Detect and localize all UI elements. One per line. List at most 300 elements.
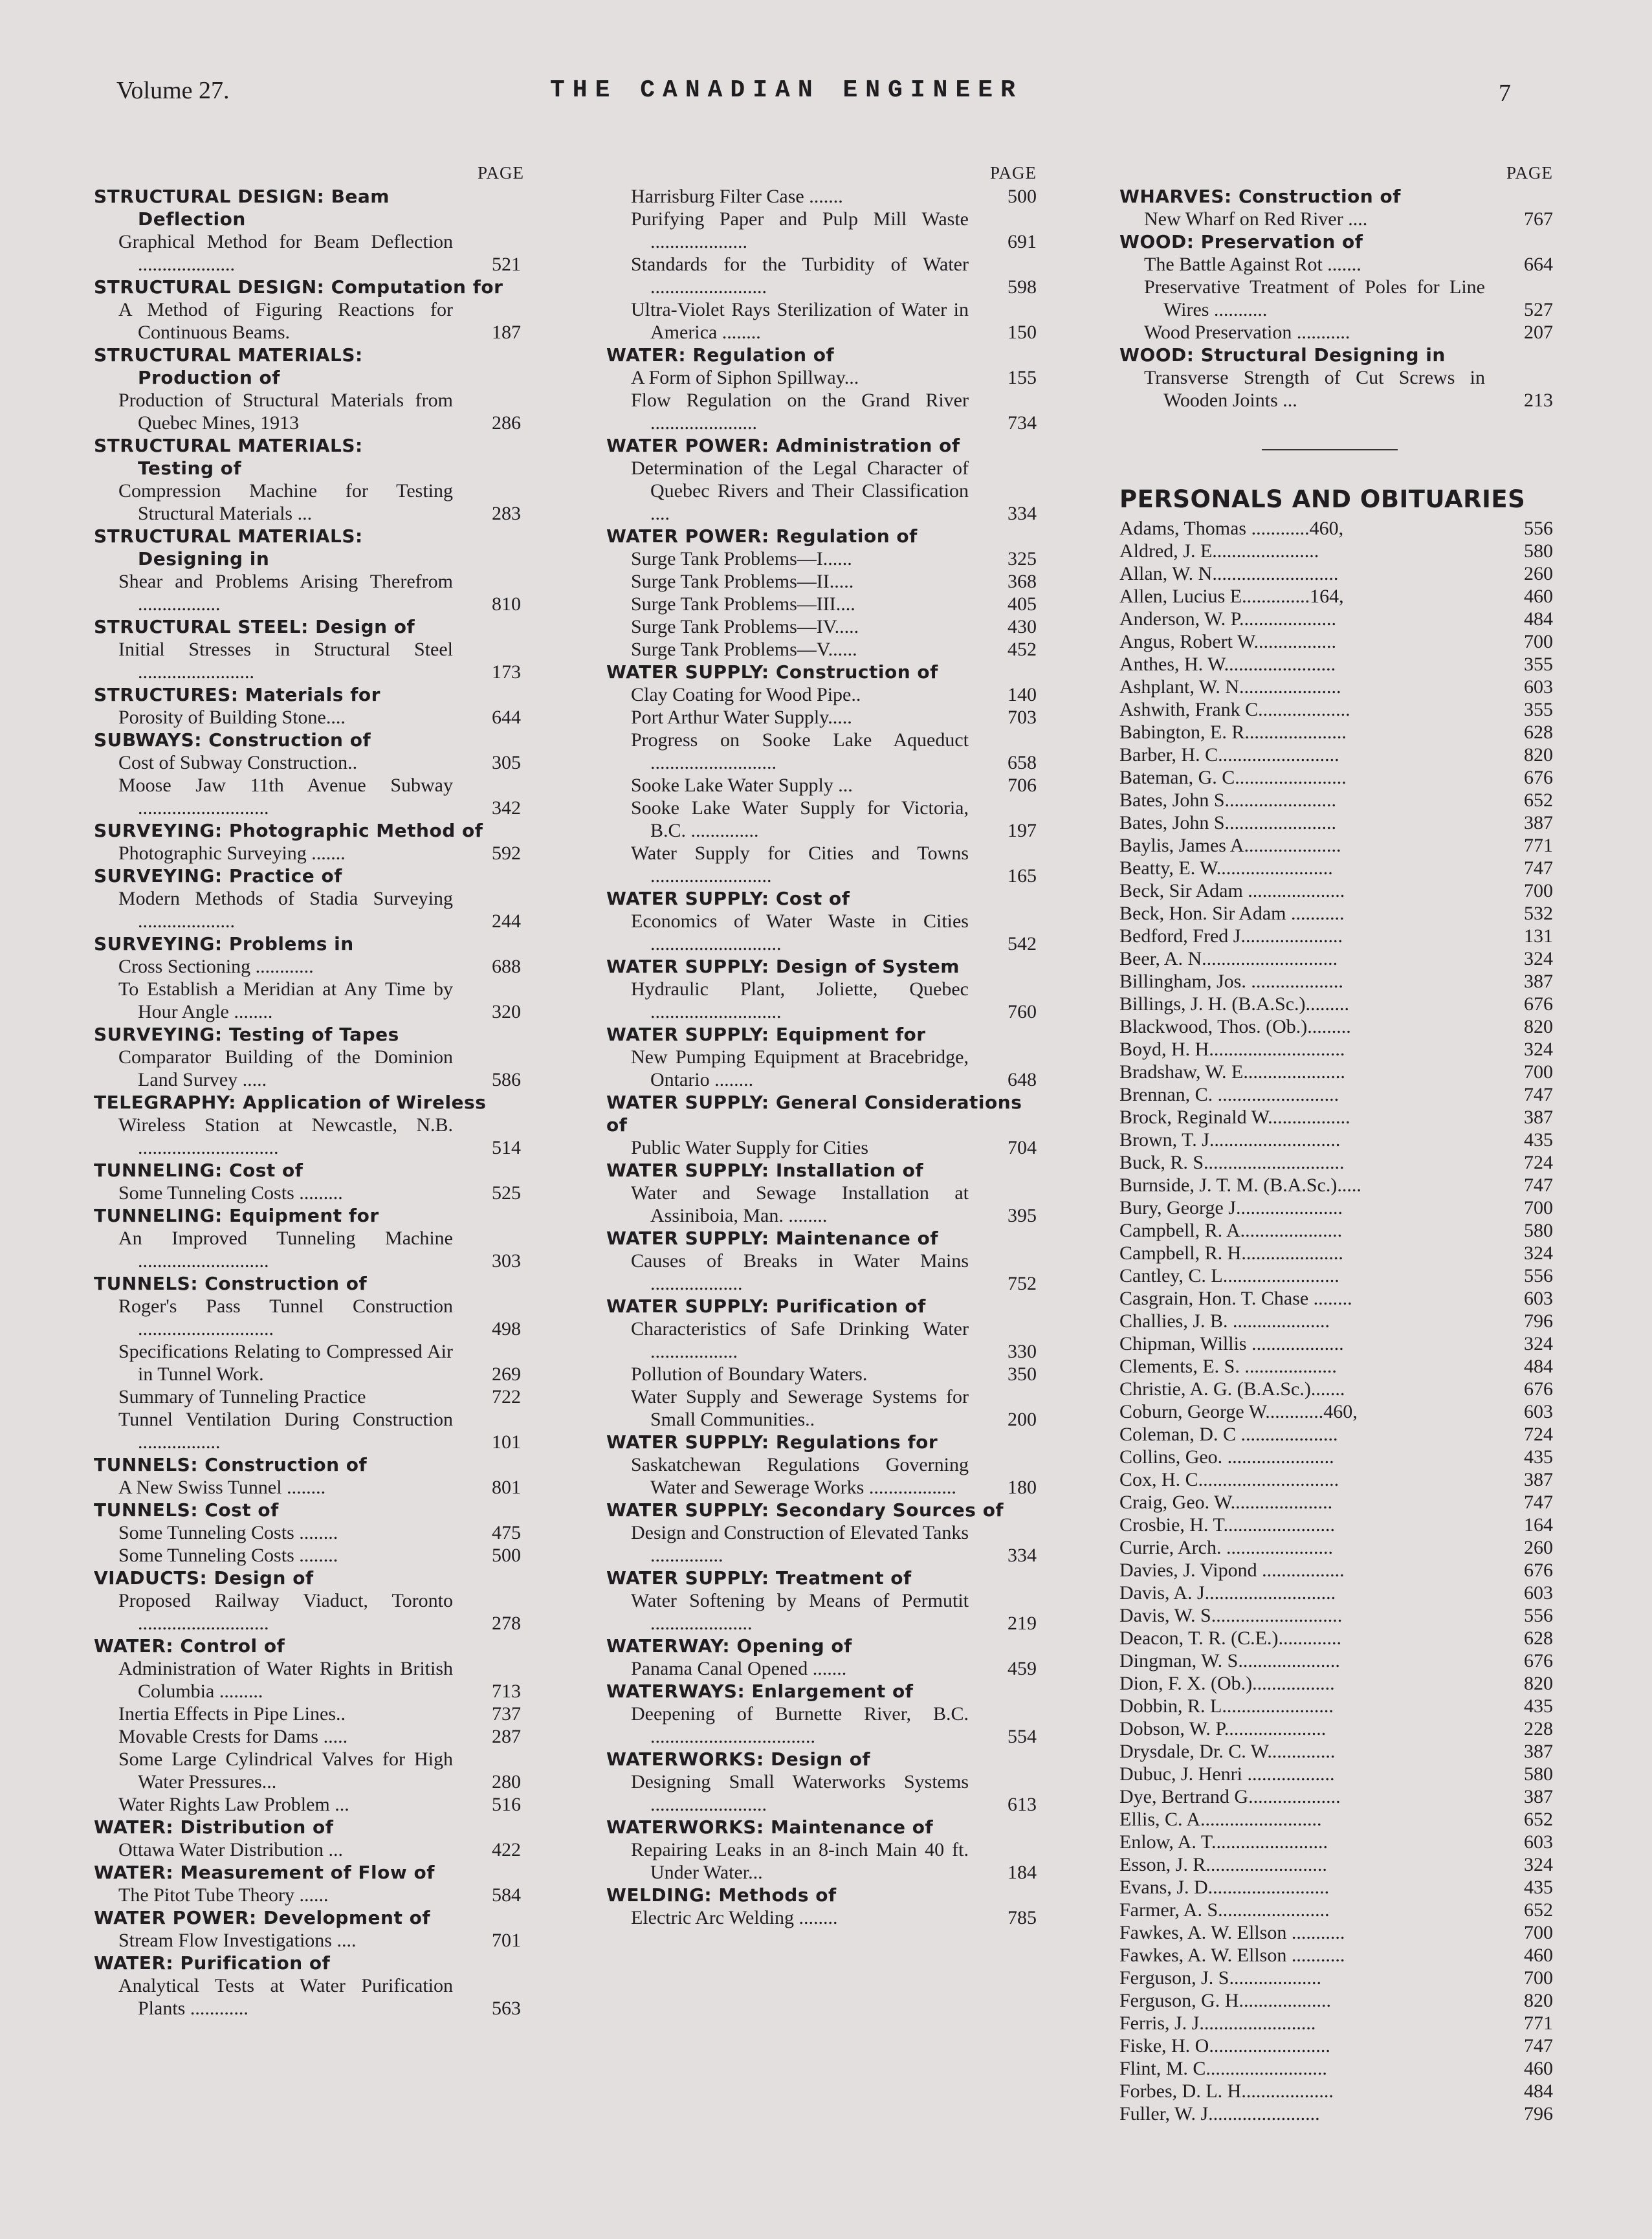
index-entry <box>606 1295 1037 1431</box>
item-page: 405 <box>1008 593 1037 615</box>
item-page: 330 <box>1008 1341 1037 1362</box>
item-page: 475 <box>492 1522 521 1543</box>
entry-heading <box>94 1272 521 1295</box>
entry-item <box>94 842 521 865</box>
entry-item <box>606 729 1037 774</box>
heading-text: STRUCTURAL DESIGN: Beam <box>94 186 390 207</box>
index-entry <box>94 1861 521 1906</box>
personal-row <box>1119 1514 1553 1536</box>
entry-heading <box>1119 185 1553 208</box>
heading-text: STRUCTURAL MATERIALS: <box>94 435 363 456</box>
index-entry <box>606 661 1037 887</box>
item-page: 664 <box>1524 254 1553 275</box>
entry-heading <box>94 1204 521 1227</box>
heading-text: WATER: Purification of <box>94 1952 331 1974</box>
person-page: 747 <box>1524 857 1553 879</box>
person-page: 324 <box>1524 1333 1553 1354</box>
entry-item <box>606 1657 1037 1680</box>
item-page: 286 <box>492 412 521 434</box>
item-page: 165 <box>1008 865 1037 887</box>
person-name: Dubuc, J. Henri .................. <box>1119 1763 1335 1785</box>
entry-heading <box>94 932 521 955</box>
heading-text: SURVEYING: Photographic Method of <box>94 820 483 841</box>
entry-item <box>94 1295 521 1340</box>
item-title: Saskatchewan Regulations Governing Water and Sewerage Works .................. <box>631 1454 969 1498</box>
entry-item <box>1119 208 1553 230</box>
person-name: Dobbin, R. L....................... <box>1119 1695 1334 1717</box>
section-title: PERSONALS AND OBITUARIES <box>1119 485 1526 513</box>
entry-item <box>606 1703 1037 1748</box>
page-column-label: PAGE <box>477 163 524 182</box>
item-title: Economics of Water Waste in Cities ........................... <box>631 910 969 954</box>
personal-row <box>1119 2035 1553 2057</box>
item-title: Administration of Water Rights in British Columbia ......... <box>118 1658 453 1702</box>
index-entry <box>94 683 521 729</box>
item-title: Specifications Relating to Compressed Air in Tunnel Work. <box>118 1341 453 1385</box>
item-title: A Method of Figuring Reactions for Continuous Beams. <box>118 299 453 343</box>
entry-heading <box>94 1159 521 1182</box>
entry-item <box>606 1136 1037 1159</box>
item-page: 734 <box>1008 412 1037 434</box>
item-title: Graphical Method for Beam Deflection .................... <box>118 231 453 275</box>
item-title: Water Softening by Means of Permutit ..................... <box>631 1590 969 1634</box>
person-page: 676 <box>1524 1560 1553 1581</box>
person-name: Beck, Sir Adam .................... <box>1119 880 1345 901</box>
index-entry <box>606 434 1037 525</box>
item-page: 140 <box>1008 684 1037 705</box>
entry-item <box>606 910 1037 955</box>
item-title: Water and Sewage Installation at Assiniboia, Man. ........ <box>631 1182 969 1226</box>
entry-heading <box>606 955 1037 978</box>
person-page: 460 <box>1524 2058 1553 2079</box>
person-page: 556 <box>1524 1605 1553 1626</box>
item-title: Inertia Effects in Pipe Lines.. <box>118 1703 346 1725</box>
entry-item <box>94 1521 521 1544</box>
entry-heading <box>606 1680 1037 1703</box>
item-title: Proposed Railway Viaduct, Toronto ........................... <box>118 1590 453 1634</box>
index-entry <box>94 1952 521 2020</box>
item-page: 752 <box>1008 1273 1037 1294</box>
index-entry <box>606 1816 1037 1884</box>
personal-row <box>1119 1332 1553 1355</box>
item-title: Wireless Station at Newcastle, N.B. ............................. <box>118 1114 453 1158</box>
entry-heading <box>94 185 521 230</box>
entry-heading <box>606 887 1037 910</box>
entry-item <box>606 615 1037 638</box>
entry-item <box>94 1114 521 1159</box>
item-title: Stream Flow Investigations .... <box>118 1930 357 1951</box>
person-name: Brown, T. J........................... <box>1119 1129 1341 1151</box>
personal-row <box>1119 562 1553 585</box>
item-page: 500 <box>1008 186 1037 207</box>
entry-item <box>94 978 521 1023</box>
heading-text: WATER: Distribution of <box>94 1816 334 1838</box>
entry-item <box>1119 276 1553 321</box>
person-page: 435 <box>1524 1877 1553 1898</box>
item-page: 150 <box>1008 322 1037 343</box>
entry-item <box>94 389 521 434</box>
entry-heading <box>94 729 521 751</box>
person-page: 387 <box>1524 1107 1553 1128</box>
item-page: 197 <box>1008 820 1037 841</box>
index-entry <box>606 1227 1037 1295</box>
person-name: Blackwood, Thos. (Ob.)......... <box>1119 1016 1351 1037</box>
person-page: 820 <box>1524 1016 1553 1037</box>
entry-heading <box>94 1635 521 1657</box>
entry-item <box>1119 321 1553 344</box>
person-page: 355 <box>1524 699 1553 720</box>
index-entry <box>1119 344 1553 412</box>
person-page: 652 <box>1524 1809 1553 1830</box>
item-page: 283 <box>492 503 521 524</box>
item-title: Summary of Tunneling Practice <box>118 1386 366 1407</box>
person-page: 164 <box>1524 1514 1553 1536</box>
person-page: 628 <box>1524 1627 1553 1649</box>
entry-item <box>606 638 1037 661</box>
index-entry <box>94 819 521 865</box>
person-name: Buck, R. S............................. <box>1119 1152 1345 1173</box>
item-page: 514 <box>492 1137 521 1158</box>
heading-text: TUNNELING: Equipment for <box>94 1205 379 1226</box>
entry-heading <box>94 1816 521 1838</box>
entry-item <box>606 366 1037 389</box>
index-entry <box>94 1816 521 1861</box>
entry-item <box>94 774 521 819</box>
item-title: Electric Arc Welding ........ <box>631 1907 838 1928</box>
person-name: Ashwith, Frank C................... <box>1119 699 1350 720</box>
index-entry <box>94 1159 521 1204</box>
item-title: Some Large Cylindrical Valves for High Water Pressures... <box>118 1748 453 1792</box>
person-name: Christie, A. G. (B.A.Sc.)....... <box>1119 1378 1345 1400</box>
index-entry <box>606 1748 1037 1816</box>
index-entry <box>606 1159 1037 1227</box>
item-title: New Pumping Equipment at Bracebridge, Ontario ........ <box>631 1046 969 1090</box>
person-name: Dingman, W. S..................... <box>1119 1650 1340 1671</box>
person-page: 652 <box>1524 1899 1553 1921</box>
person-page: 700 <box>1524 631 1553 652</box>
item-page: 737 <box>492 1703 521 1725</box>
person-page: 676 <box>1524 1378 1553 1400</box>
item-page: 785 <box>1008 1907 1037 1928</box>
item-title: Pollution of Boundary Waters. <box>631 1363 868 1385</box>
personal-row <box>1119 1287 1553 1310</box>
person-name: Currie, Arch. ...................... <box>1119 1537 1333 1558</box>
item-title: Ultra-Violet Rays Sterilization of Water in America ........ <box>631 299 969 343</box>
personal-row <box>1119 1808 1553 1831</box>
personal-row <box>1119 789 1553 811</box>
personals-list <box>1119 517 1553 2125</box>
entry-item <box>606 1589 1037 1635</box>
page-column-label: PAGE <box>1506 163 1553 182</box>
personal-row <box>1119 1491 1553 1514</box>
person-page: 700 <box>1524 1197 1553 1219</box>
heading-text: WATER SUPPLY: Installation of <box>606 1160 924 1181</box>
person-name: Brennan, C. ......................... <box>1119 1084 1339 1105</box>
index-entry <box>94 729 521 819</box>
person-page: 460 <box>1524 586 1553 607</box>
item-title: Flow Regulation on the Grand River ...................... <box>631 390 969 434</box>
person-page: 556 <box>1524 1265 1553 1286</box>
personal-row <box>1119 540 1553 562</box>
heading-text: WATER: Measurement of Flow of <box>94 1862 435 1883</box>
item-title: Hydraulic Plant, Joliette, Quebec ........................... <box>631 978 969 1022</box>
person-name: Davis, A. J........................... <box>1119 1582 1336 1604</box>
person-page: 676 <box>1524 993 1553 1015</box>
entry-item <box>606 253 1037 298</box>
personal-row <box>1119 879 1553 902</box>
entry-item <box>94 1884 521 1906</box>
item-page: 459 <box>1008 1658 1037 1679</box>
person-name: Bates, John S....................... <box>1119 812 1337 833</box>
heading-subtext: Designing in <box>138 548 270 569</box>
entry-item <box>94 955 521 978</box>
item-title: Surge Tank Problems—I...... <box>631 548 852 569</box>
personal-row <box>1119 1446 1553 1468</box>
entry-heading <box>94 1906 521 1929</box>
personal-row <box>1119 1695 1553 1717</box>
person-name: Brock, Reginald W................. <box>1119 1107 1350 1128</box>
personal-row <box>1119 2102 1553 2125</box>
item-page: 525 <box>492 1182 521 1204</box>
person-name: Clements, E. S. ................... <box>1119 1356 1337 1377</box>
item-page: 184 <box>1008 1862 1037 1883</box>
person-name: Flint, M. C......................... <box>1119 2058 1327 2079</box>
item-title: A New Swiss Tunnel ........ <box>118 1477 326 1498</box>
entry-item <box>606 389 1037 434</box>
personal-row <box>1119 653 1553 676</box>
item-title: Tunnel Ventilation During Construction ................. <box>118 1409 453 1453</box>
entry-item <box>94 1227 521 1272</box>
item-title: Cross Sectioning ............ <box>118 956 314 977</box>
person-name: Campbell, R. H..................... <box>1119 1242 1343 1264</box>
person-page: 484 <box>1524 1356 1553 1377</box>
heading-text: WATER SUPPLY: Equipment for <box>606 1024 926 1045</box>
personal-row <box>1119 1989 1553 2012</box>
entry-heading <box>606 1748 1037 1770</box>
heading-subtext: Testing of <box>138 458 242 479</box>
entry-item <box>606 1838 1037 1884</box>
personal-row <box>1119 1582 1553 1604</box>
personal-row <box>1119 1468 1553 1491</box>
person-page: 747 <box>1524 1175 1553 1196</box>
entry-item <box>94 1408 521 1453</box>
heading-text: WATER SUPPLY: Purification of <box>606 1296 926 1317</box>
item-page: 584 <box>492 1884 521 1906</box>
entry-item <box>94 1340 521 1385</box>
item-page: 173 <box>492 661 521 683</box>
item-title: Shear and Problems Arising Therefrom ................. <box>118 571 453 615</box>
item-title: Production of Structural Materials from Quebec Mines, 1913 <box>118 390 453 434</box>
item-title: Wood Preservation ........... <box>1144 322 1350 343</box>
entry-item <box>606 706 1037 729</box>
entry-item <box>606 1182 1037 1227</box>
item-page: 713 <box>492 1681 521 1702</box>
heading-subtext: Production of <box>138 367 280 388</box>
item-title: Roger's Pass Tunnel Construction ............................ <box>118 1296 453 1340</box>
person-name: Bates, John S....................... <box>1119 789 1337 811</box>
personal-row <box>1119 2057 1553 2080</box>
person-name: Bradshaw, W. E..................... <box>1119 1061 1345 1083</box>
person-name: Dye, Bertrand G................... <box>1119 1786 1341 1807</box>
item-page: 422 <box>492 1839 521 1860</box>
heading-text: WATER SUPPLY: Cost of <box>606 888 850 909</box>
item-page: 516 <box>492 1794 521 1815</box>
entry-item <box>94 1838 521 1861</box>
item-page: 180 <box>1008 1477 1037 1498</box>
personal-row <box>1119 2080 1553 2102</box>
person-page: 580 <box>1524 1220 1553 1241</box>
item-title: Determination of the Legal Character of Quebec Rivers and Their Classification .... <box>631 458 969 524</box>
entry-item <box>606 1385 1037 1431</box>
heading-text: STRUCTURES: Materials for <box>94 684 380 705</box>
item-title: The Pitot Tube Theory ...... <box>118 1884 329 1906</box>
item-page: 207 <box>1524 322 1553 343</box>
entry-heading <box>94 1023 521 1046</box>
person-page: 387 <box>1524 812 1553 833</box>
item-title: Movable Crests for Dams ..... <box>118 1726 348 1747</box>
person-name: Ashplant, W. N..................... <box>1119 676 1341 698</box>
item-title: An Improved Tunneling Machine ........................... <box>118 1228 453 1272</box>
personal-row <box>1119 1015 1553 1038</box>
personal-row <box>1119 1627 1553 1649</box>
person-page: 603 <box>1524 1288 1553 1309</box>
entry-heading <box>94 276 521 298</box>
item-page: 801 <box>492 1477 521 1498</box>
person-page: 700 <box>1524 1061 1553 1083</box>
personal-row <box>1119 1604 1553 1627</box>
person-name: Cantley, C. L........................ <box>1119 1265 1339 1286</box>
index-entry <box>606 1499 1037 1567</box>
index-column-3 <box>1119 162 1553 2125</box>
index-entry <box>94 1453 521 1499</box>
person-page: 747 <box>1524 1084 1553 1105</box>
entry-item <box>606 1250 1037 1295</box>
item-page: 219 <box>1008 1613 1037 1634</box>
heading-text: WATERWORKS: Design of <box>606 1748 871 1770</box>
item-title: Some Tunneling Costs ........ <box>118 1522 338 1543</box>
personal-row <box>1119 1378 1553 1400</box>
entry-item <box>606 1521 1037 1567</box>
heading-text: WHARVES: Construction of <box>1119 186 1401 207</box>
personal-row <box>1119 1717 1553 1740</box>
personal-row <box>1119 1264 1553 1287</box>
entry-heading <box>94 1861 521 1884</box>
person-page: 324 <box>1524 948 1553 969</box>
heading-text: SURVEYING: Practice of <box>94 865 342 887</box>
entry-item <box>94 230 521 276</box>
personal-row <box>1119 1831 1553 1853</box>
item-title: Some Tunneling Costs ........ <box>118 1545 338 1566</box>
item-page: 521 <box>492 254 521 275</box>
entry-item <box>1119 366 1553 412</box>
item-title: Cost of Subway Construction.. <box>118 752 358 773</box>
item-title: Moose Jaw 11th Avenue Subway ........................... <box>118 775 453 819</box>
item-page: 810 <box>492 593 521 615</box>
index-entry <box>94 1023 521 1091</box>
entry-heading <box>94 344 521 389</box>
person-page: 603 <box>1524 676 1553 698</box>
index-entry <box>606 887 1037 955</box>
heading-text: STRUCTURAL MATERIALS: <box>94 344 363 366</box>
entry-item <box>606 1770 1037 1816</box>
personal-row <box>1119 1038 1553 1061</box>
entry-item <box>94 638 521 683</box>
entry-item <box>94 1589 521 1635</box>
person-page: 676 <box>1524 767 1553 788</box>
person-page: 820 <box>1524 1673 1553 1694</box>
item-title: Surge Tank Problems—II..... <box>631 571 854 592</box>
item-page: 688 <box>492 956 521 977</box>
page-number: 7 <box>1499 80 1511 107</box>
index-entry <box>94 434 521 525</box>
heading-text: SUBWAYS: Construction of <box>94 729 371 751</box>
index-entry <box>606 344 1037 434</box>
entry-item <box>94 1748 521 1793</box>
item-title: To Establish a Meridian at Any Time by Hour Angle ........ <box>118 978 453 1022</box>
item-title: Progress on Sooke Lake Aqueduct .......................... <box>631 729 969 773</box>
page-column-label: PAGE <box>989 163 1037 182</box>
entry-heading <box>606 1091 1037 1136</box>
heading-text: TELEGRAPHY: Application of Wireless <box>94 1092 487 1113</box>
personal-row <box>1119 721 1553 744</box>
person-name: Anthes, H. W....................... <box>1119 654 1336 675</box>
entry-item <box>606 185 1037 208</box>
person-page: 820 <box>1524 744 1553 766</box>
entry-item <box>94 1476 521 1499</box>
person-name: Bateman, G. C....................... <box>1119 767 1347 788</box>
person-page: 771 <box>1524 835 1553 856</box>
index-entry <box>94 525 521 615</box>
item-title: Characteristics of Safe Drinking Water .................. <box>631 1318 969 1362</box>
index-entry <box>606 1567 1037 1635</box>
item-page: 213 <box>1524 390 1553 411</box>
journal-title: THE CANADIAN ENGINEER <box>550 76 1023 104</box>
item-title: Surge Tank Problems—V...... <box>631 639 857 660</box>
heading-text: WATER SUPPLY: Construction of <box>606 661 938 683</box>
person-page: 771 <box>1524 2013 1553 2034</box>
heading-text: WOOD: Structural Designing in <box>1119 344 1446 366</box>
person-name: Cox, H. C............................. <box>1119 1469 1339 1490</box>
heading-text: TUNNELS: Cost of <box>94 1499 279 1521</box>
index-entry <box>606 1680 1037 1748</box>
person-page: 484 <box>1524 608 1553 630</box>
heading-text: WATER SUPPLY: Regulations for <box>606 1431 938 1453</box>
item-title: Purifying Paper and Pulp Mill Waste .................... <box>631 208 969 252</box>
person-page: 387 <box>1524 1786 1553 1807</box>
personal-row <box>1119 1242 1553 1264</box>
item-title: Ottawa Water Distribution ... <box>118 1839 343 1860</box>
item-title: Water Rights Law Problem ... <box>118 1794 349 1815</box>
heading-text: WATER POWER: Regulation of <box>606 525 918 547</box>
item-title: Photographic Surveying ....... <box>118 843 346 864</box>
person-page: 700 <box>1524 1922 1553 1943</box>
person-name: Boyd, H. H............................ <box>1119 1039 1345 1060</box>
person-name: Adams, Thomas ............460, <box>1119 518 1344 539</box>
entry-heading <box>606 1431 1037 1453</box>
entry-item <box>94 570 521 615</box>
personal-row <box>1119 925 1553 947</box>
index-entry <box>606 525 1037 661</box>
personal-row <box>1119 1672 1553 1695</box>
entry-heading <box>94 865 521 887</box>
personal-row <box>1119 744 1553 766</box>
person-name: Deacon, T. R. (C.E.)............. <box>1119 1627 1341 1649</box>
item-title: Some Tunneling Costs ......... <box>118 1182 343 1204</box>
personal-row <box>1119 1740 1553 1763</box>
personal-row <box>1119 811 1553 834</box>
heading-text: WOOD: Preservation of <box>1119 231 1363 252</box>
item-page: 368 <box>1008 571 1037 592</box>
